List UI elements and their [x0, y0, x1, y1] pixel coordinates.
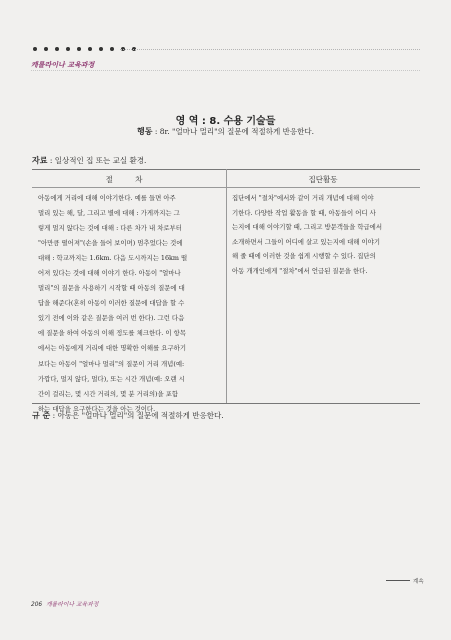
text-line: 소개하면서 그들이 어디에 살고 있는지에 대해 이야기 — [232, 237, 381, 246]
running-header: 캐롤라이나 교육과정 — [31, 61, 95, 69]
procedure-text — [38, 191, 187, 417]
text-line: "아만큼 떨어져"(손을 들어 보이며) 멈추었다는 것에 — [38, 239, 183, 248]
page-number: 206 — [31, 602, 43, 608]
behavior-key: 행동 — [136, 127, 153, 136]
text-line: 에 질문을 하여 아동의 이해 정도를 체크한다. 이 항목 — [38, 329, 186, 338]
text-line: 는지에 대해 이야기할 때, 그리고 방문객들을 학급에서 — [232, 223, 383, 232]
header-dotted-line — [120, 49, 420, 50]
text-line: 기한다. 다양한 작업 활동을 할 때, 아동들이 어디 사 — [232, 208, 376, 217]
text-line: 하는 대답을 요구한다는 것을 아는 것이다. — [38, 404, 156, 413]
continued-label: 계속 — [413, 579, 424, 585]
text-line: 보다는 아동이 "얼마나 멀리"의 질문이 거리 개념(예: — [38, 359, 185, 368]
text-line: 멀리 있는 해, 달, 그리고 별에 대해 : 가게까지는 그 — [38, 209, 180, 218]
materials-text: : 일상적인 집 또는 교실 환경. — [47, 156, 147, 165]
text-line: 멀리"의 질문을 사용하기 시작할 때 아동의 질문에 대 — [38, 284, 185, 293]
materials-line — [32, 155, 146, 166]
criteria-line — [32, 410, 224, 421]
header-rule — [31, 70, 420, 71]
criteria-text: : 아동은 "얼마나 멀리"의 질문에 적절하게 반응한다. — [50, 411, 224, 420]
text-line: 간이 걸리는, 몇 시간 거리의, 몇 분 거리의)을 포함 — [38, 389, 179, 398]
text-line: 아동에게 거리에 대해 이야기한다. 예를 들면 아주 — [38, 194, 176, 202]
text-line: 가깝다, 멀지 않다, 멀다), 또는 시간 개념(예: 오랜 시 — [38, 374, 185, 383]
criteria-key: 규 준 — [32, 411, 51, 420]
continued-rule — [386, 580, 410, 581]
text-line: 해 줄 때에 이러한 것을 쉽게 시행할 수 있다. 집단의 — [232, 252, 376, 261]
text-line: 렇게 멀지 않다는 것에 대해 : 다른 차가 내 차로부터 — [38, 224, 182, 233]
materials-key: 자료 — [32, 156, 48, 165]
section-title: 영 역 : 8. 수용 기술들 — [175, 116, 276, 127]
table-column-divider — [226, 169, 227, 403]
text-line: 에서는 아동에게 거리에 대한 명확한 이해를 요구하기 — [38, 344, 187, 353]
text-line: 있기 전에 이와 같은 질문을 여러 번 한다). 그런 다음 — [38, 314, 185, 323]
text-line: 대해 : 학교까지는 1.6km. 다음 도시까지는 16km 떨 — [38, 254, 188, 263]
text-line: 어져 있다는 것에 대해 이야기 한다. 아동이 "얼마나 — [38, 269, 181, 278]
behavior-line — [0, 126, 451, 137]
footer-label: 캐롤라이나 교육과정 — [46, 602, 99, 608]
procedure-header: 절 차 — [105, 175, 153, 184]
group-activity-header: 집단활동 — [308, 175, 338, 184]
text-line: 집단에서 "절차"에서와 같이 거리 개념에 대해 이야 — [232, 194, 374, 202]
text-line: 아동 개개인에게 "절차"에서 언급된 질문을 한다. — [232, 266, 368, 275]
text-line: 답을 해준다(혼히 아동이 이러한 질문에 대답을 할 수 — [38, 299, 185, 308]
group-activity-text — [232, 191, 382, 279]
behavior-text: : 8r. "얼마나 멀리"의 질문에 적절하게 반응한다. — [152, 127, 315, 136]
page-footer — [31, 599, 98, 608]
